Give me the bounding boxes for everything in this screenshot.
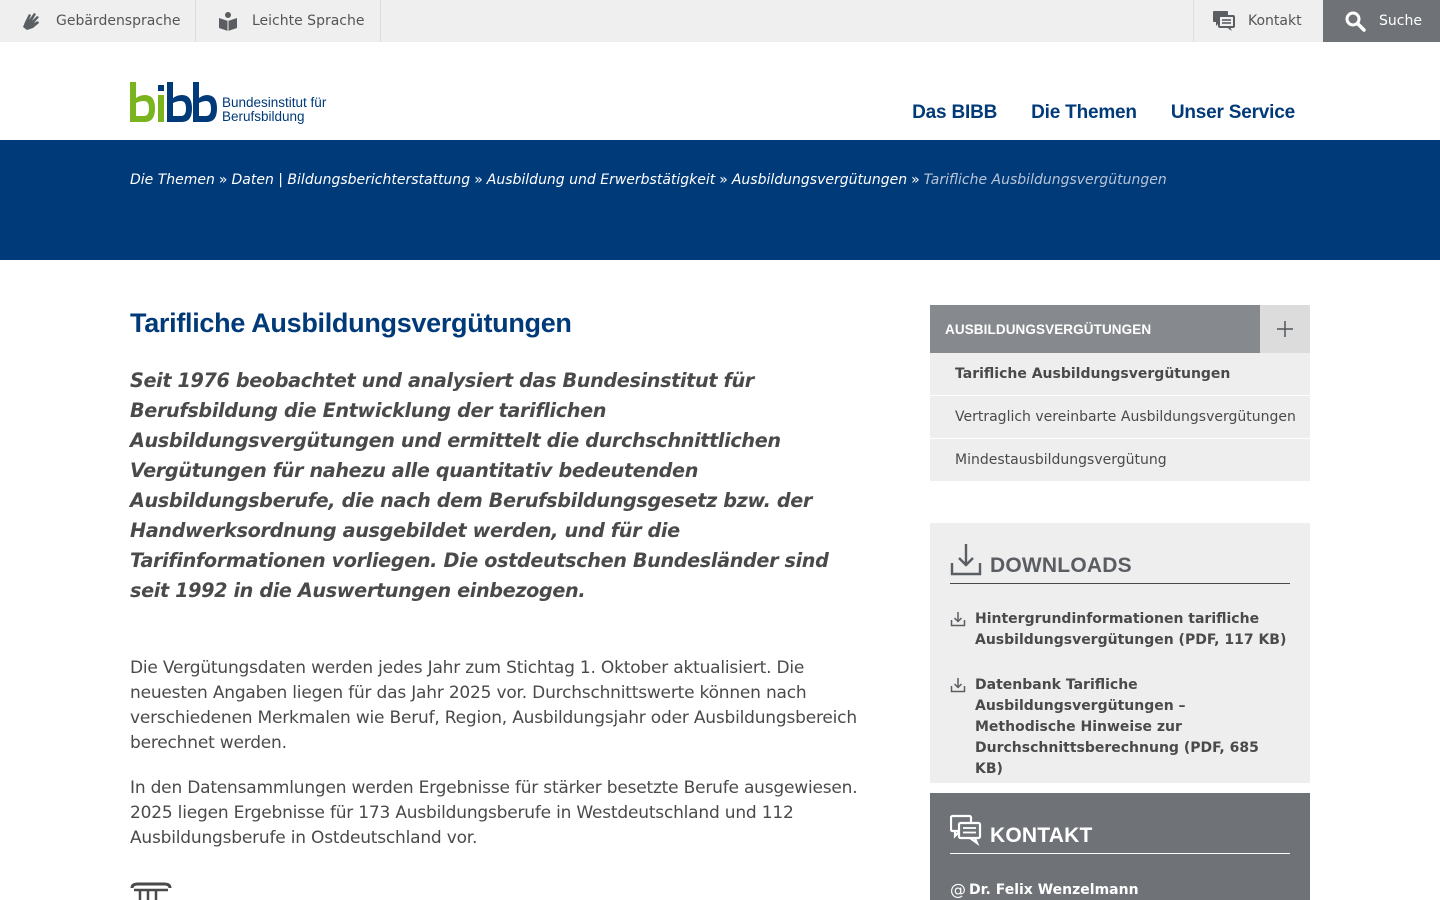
nav-die-themen[interactable]: Die Themen [1031,102,1137,123]
breadcrumb [130,172,1167,188]
logo-line-1: Bundesinstitut für [222,95,327,110]
site-header [0,42,1440,140]
nav-das-bibb[interactable]: Das BIBB [912,102,998,123]
downloads-heading: DOWNLOADS [990,554,1132,577]
download-link[interactable] [950,675,1290,780]
search-button[interactable] [1323,0,1440,42]
page-title: Tarifliche Ausbildungsvergütungen [130,308,572,338]
breadcrumb-separator: » [911,172,920,188]
download-icon [950,543,982,577]
building-icon [130,882,172,900]
download-link[interactable] [950,609,1290,651]
breadcrumb-separator: » [218,172,228,188]
subnav-item-vertraglich[interactable]: Vertraglich vereinbarte Ausbildungsvergütungen [930,396,1310,439]
downloads-box [930,523,1310,783]
breadcrumb-link[interactable]: Daten | Bildungsberichterstattung [231,172,471,188]
contact-header [950,813,1290,854]
contact-link[interactable] [1193,0,1323,42]
download-icon [950,611,966,627]
sidebar-subnav [930,305,1310,482]
download-label: Hintergrundinformationen tarifliche Ausbildungsvergütungen (PDF, 117 KB) [975,611,1287,648]
contact-heading: KONTAKT [990,824,1093,847]
sign-language-label: Gebärdensprache [56,13,181,29]
expand-button[interactable] [1260,305,1310,353]
email-icon: @ [950,880,966,899]
breadcrumb-current: Tarifliche Ausbildungsvergütungen [923,172,1167,188]
breadcrumb-separator: » [474,172,483,188]
search-label: Suche [1379,13,1422,29]
contact-label: Kontakt [1248,13,1302,29]
breadcrumb-link[interactable]: Die Themen [130,172,215,188]
body-paragraph: Die Vergütungsdaten werden jedes Jahr zum Stichtag 1. Oktober aktualisiert. Die neuesten Angaben liegen für das Jahr 2025 vor. Durchschnittswerte können nach verschiedenen Merkmalen wie Beruf, Region, Ausbildungsjahr oder Ausbildungsbereich berechnet werden. [130,658,857,753]
breadcrumb-link[interactable]: Ausbildung und Erwerbstätigkeit [486,172,716,188]
contact-person-name: Dr. Felix Wenzelmann [969,881,1139,898]
subnav-header[interactable] [930,305,1310,353]
main-content [130,305,865,851]
logo-line-2: Berufsbildung [222,109,305,124]
easy-language-label: Leichte Sprache [252,13,365,29]
easy-language-link[interactable] [196,0,381,42]
sign-language-icon [20,9,44,33]
body-paragraph: In den Datensammlungen werden Ergebnisse für stärker besetzte Berufe ausgewiesen. 2025 liegen Ergebnisse für 173 Ausbildungsberufe in Westdeutschland und 112 Ausbildungsberufe in Ostdeutschland vor. [130,778,858,848]
contact-person-link[interactable] [950,880,1290,899]
subnav-item-tarifliche[interactable]: Tarifliche Ausbildungsvergütungen [930,353,1310,396]
chat-icon [950,813,982,847]
lead-text: Seit 1976 beobachtet und analysiert das Bundesinstitut für Berufsbildung die Entwicklung der tariflichen Ausbildungsvergütungen und ermittelt die durchschnittlichen Vergütungen für nahezu alle quantitativ bedeutenden Ausbildungsberufe, die nach dem Berufsbildungsgesetz bzw. der Handwerksordnung ausgebildet werden, und für die Tarifinformationen vorliegen. Die ostdeutschen Bundesländer sind seit 1992 in die Auswertungen einbezogen. [130,369,829,602]
bibb-logo-mark [130,82,218,124]
bibb-logo[interactable] [130,82,326,124]
chat-icon [1212,9,1236,33]
breadcrumb-separator: » [719,172,728,188]
main-navigation [912,102,1295,124]
plus-icon [1276,320,1294,338]
search-icon [1343,9,1367,33]
bibb-logo-text [222,96,326,124]
utility-bar [0,0,1440,42]
breadcrumb-link[interactable]: Ausbildungsvergütungen [731,172,908,188]
download-label: Datenbank Tarifliche Ausbildungsvergütungen – Methodische Hinweise zur Durchschnittsberechnung (PDF, 685 KB) [975,677,1259,777]
subnav-heading: AUSBILDUNGSVERGÜTUNGEN [945,321,1152,337]
contact-box [930,793,1310,900]
easy-language-icon [216,9,240,33]
download-icon [950,677,966,693]
downloads-header [950,543,1290,584]
breadcrumb-band [0,140,1440,260]
nav-unser-service[interactable]: Unser Service [1170,102,1295,123]
subnav-item-mindest[interactable]: Mindestausbildungsvergütung [930,439,1310,482]
sign-language-link[interactable] [0,0,196,42]
